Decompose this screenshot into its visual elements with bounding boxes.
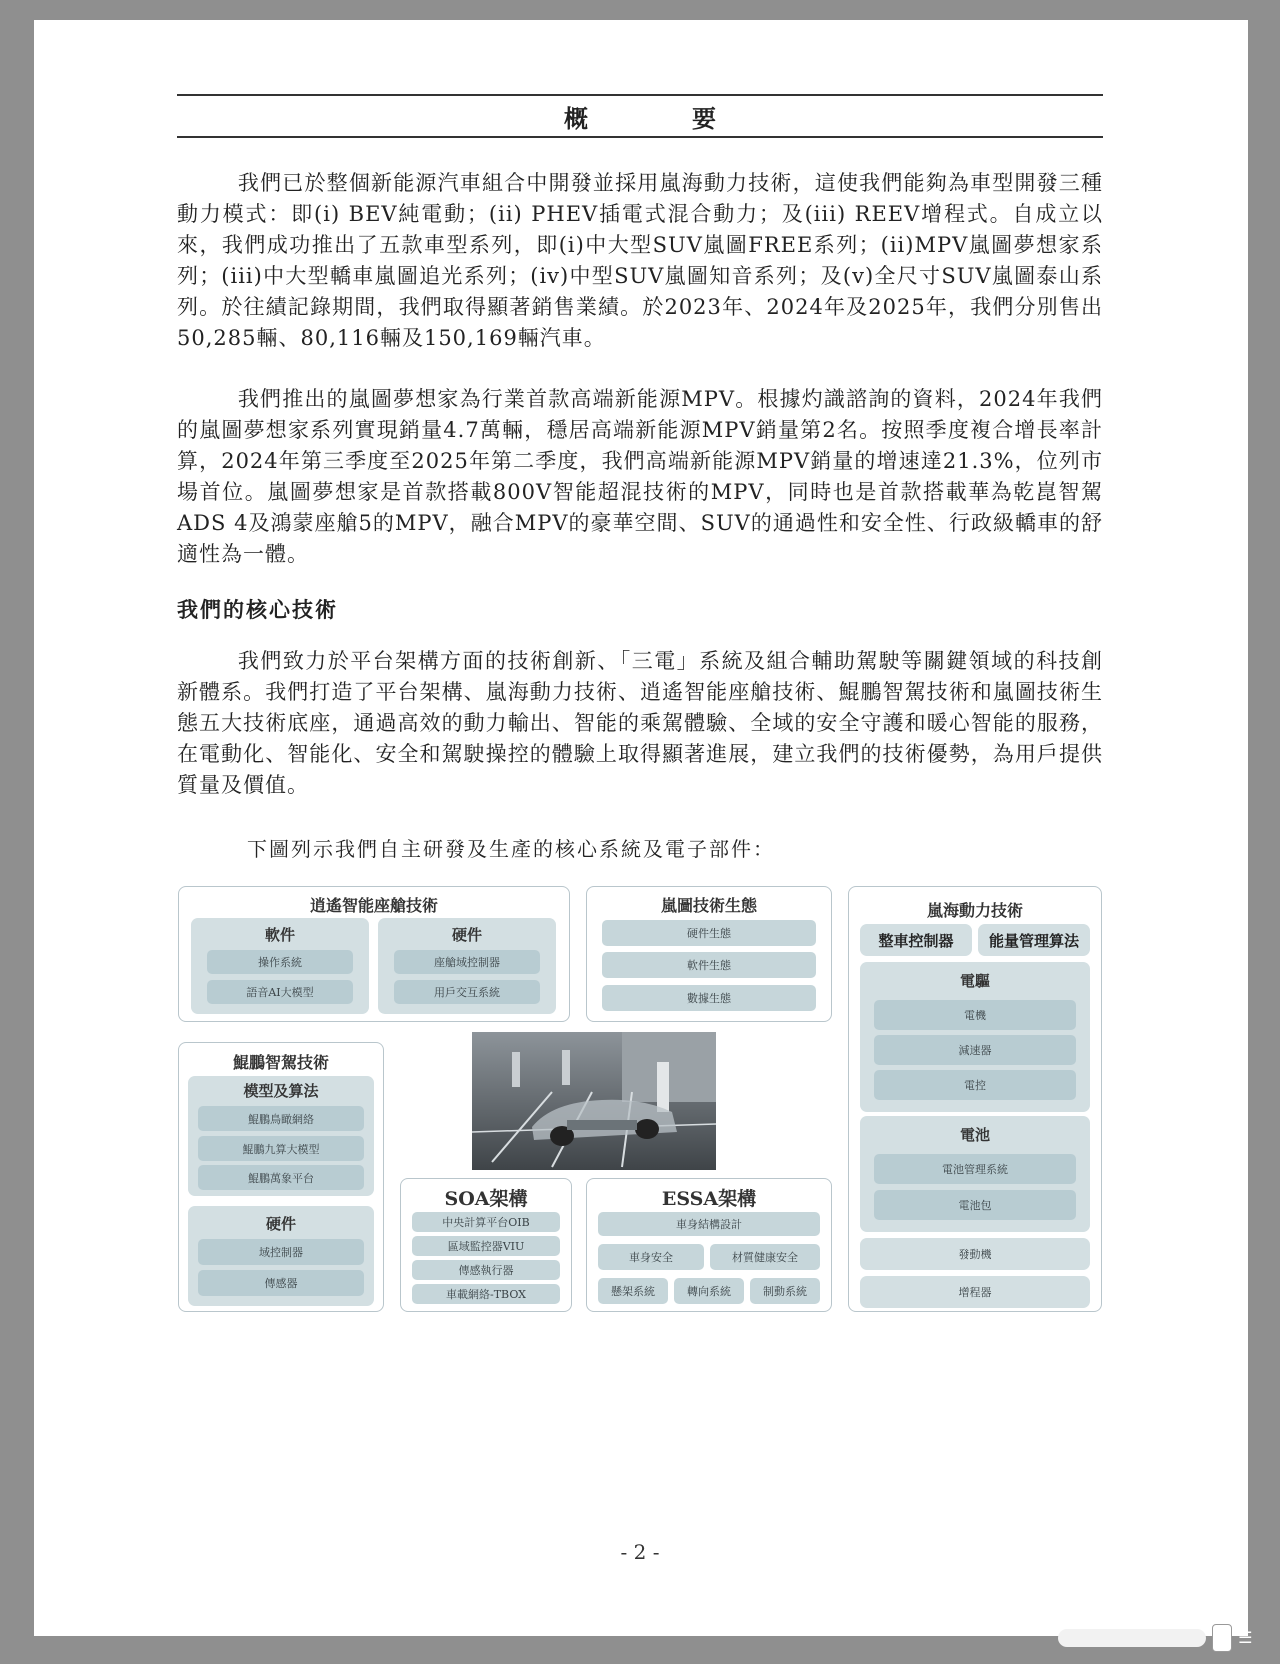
pill-viu: 區域監控器VIU — [412, 1236, 560, 1256]
power-title: 嵐海動力技術 — [926, 901, 1023, 920]
edrive-title: 電驅 — [959, 972, 990, 990]
pill-bms: 電池管理系統 — [874, 1154, 1076, 1184]
pill-user-interaction: 用戶交互系統 — [394, 980, 540, 1004]
pill-braking: 制動系統 — [750, 1278, 820, 1304]
viewer-controls — [1058, 1622, 1254, 1654]
pill-battery-pack: 電池包 — [874, 1190, 1076, 1220]
section-heading: 我們的核心技術 — [177, 597, 338, 622]
pill-motor-control: 電控 — [874, 1070, 1076, 1100]
pill-steering: 轉向系統 — [674, 1278, 744, 1304]
pill-domain-controller: 域控制器 — [198, 1239, 364, 1265]
range-extender: 增程器 — [860, 1276, 1090, 1308]
cockpit-title: 逍遙智能座艙技術 — [309, 896, 438, 915]
page-title: 概 要 — [177, 94, 1103, 138]
section-paragraph: 我們致力於平台架構方面的技術創新、「三電」系統及組合輔助駕駛等關鍵領域的科技創新體系。我們打造了平台架構、嵐海動力技術、逍遙智能座艙技術、鯤鵬智駕技術和嵐圖技術生態五大技術底座，通過高效的動力輸出、智能的乘駕體驗、全域的安全守護和暖心智能的服務，在電動化、智能化、安全和駕駛操控的體驗上取得顯著進展，建立我們的技術優勢，為用戶提供質量及價值。 — [177, 649, 1103, 797]
energy-management: 能量管理算法 — [978, 924, 1090, 956]
pill-cockpit-controller: 座艙域控制器 — [394, 950, 540, 974]
pill-os: 操作系統 — [207, 950, 353, 974]
pill-body-structure: 車身結構設計 — [598, 1212, 820, 1236]
battery-title: 電池 — [959, 1126, 990, 1144]
pill-tbox: 車載網絡-TBOX — [412, 1284, 560, 1304]
soa-title: SOA架構 — [444, 1188, 528, 1210]
engine: 發動機 — [860, 1238, 1090, 1270]
pill-material-safety: 材質健康安全 — [710, 1244, 820, 1270]
pill-voice-ai: 語音AI大模型 — [207, 980, 353, 1004]
page-toggle-icon[interactable] — [1212, 1624, 1232, 1652]
pill-oib: 中央計算平台OIB — [412, 1212, 560, 1232]
pill-software-eco: 軟件生態 — [602, 952, 816, 978]
pill-motor: 電機 — [874, 1000, 1076, 1030]
autodrive-hw-title: 硬件 — [265, 1215, 296, 1233]
menu-icon[interactable]: ☰ — [1238, 1628, 1253, 1647]
paragraph-2: 我們推出的嵐圖夢想家為行業首款高端新能源MPV。根據灼識諮詢的資料，2024年我們的嵐圖夢想家系列實現銷量4.7萬輛，穩居高端新能源MPV銷量第2名。按照季度複合增長率計算，2024年第三季度至2025年第二季度，我們高端新能源MPV銷量的增速達21.3%，位列市場首位。嵐圖夢想家是首款搭載800V智能超混技術的MPV，同時也是首款搭載華為乾崑智駕ADS 4及鴻蒙座艙5的MPV，融合MPV的豪華空間、SUV的通過性和安全性、行政級轎車的舒適性為一體。 — [177, 387, 1103, 566]
pill-body-safety: 車身安全 — [598, 1244, 704, 1270]
diagram-intro: 下圖列示我們自主研發及生產的核心系統及電子部件： — [247, 837, 775, 861]
pill-actuator: 傳感執行器 — [412, 1260, 560, 1280]
scroll-track[interactable] — [1058, 1629, 1206, 1647]
vehicle-controller: 整車控制器 — [860, 924, 972, 956]
page-number: - 2 - — [620, 1540, 660, 1564]
cockpit-hardware-title: 硬件 — [451, 926, 482, 944]
pill-sensor: 傳感器 — [198, 1270, 364, 1296]
paragraph-1: 我們已於整個新能源汽車組合中開發並採用嵐海動力技術，這使我們能夠為車型開發三種動力模式：即(i) BEV純電動；(ii) PHEV插電式混合動力；及(iii) REEV增程式。自成立以來，我們成功推出了五款車型系列，即(i)中大型SUV嵐圖FREE系列；(ii)MPV嵐圖夢想家系列；(iii)中大型轎車嵐圖追光系列；(iv)中型SUV嵐圖知音系列；及(v)全尺寸SUV嵐圖泰山系列。於往績記錄期間，我們取得顯著銷售業績。於2023年、2024年及2025年，我們分別售出50,285輛、80,116輛及150,169輛汽車。 — [177, 171, 1103, 350]
models-title: 模型及算法 — [243, 1082, 319, 1100]
pill-data-eco: 數據生態 — [602, 985, 816, 1011]
pill-reducer: 減速器 — [874, 1035, 1076, 1065]
cockpit-software-title: 軟件 — [264, 926, 295, 944]
pill-birdseye: 鯤鵬鳥瞰網絡 — [198, 1106, 364, 1131]
ecosystem-title: 嵐圖技術生態 — [660, 896, 757, 915]
pill-suspension: 懸架系統 — [598, 1278, 668, 1304]
essa-title: ESSA架構 — [661, 1188, 757, 1210]
pill-platform: 鯤鵬萬象平台 — [198, 1165, 364, 1190]
pill-hardware-eco: 硬件生態 — [602, 920, 816, 946]
car-chassis-image — [472, 1032, 716, 1170]
pill-big-model: 鯤鵬九算大模型 — [198, 1136, 364, 1161]
autodrive-title: 鯤鵬智駕技術 — [232, 1053, 329, 1072]
